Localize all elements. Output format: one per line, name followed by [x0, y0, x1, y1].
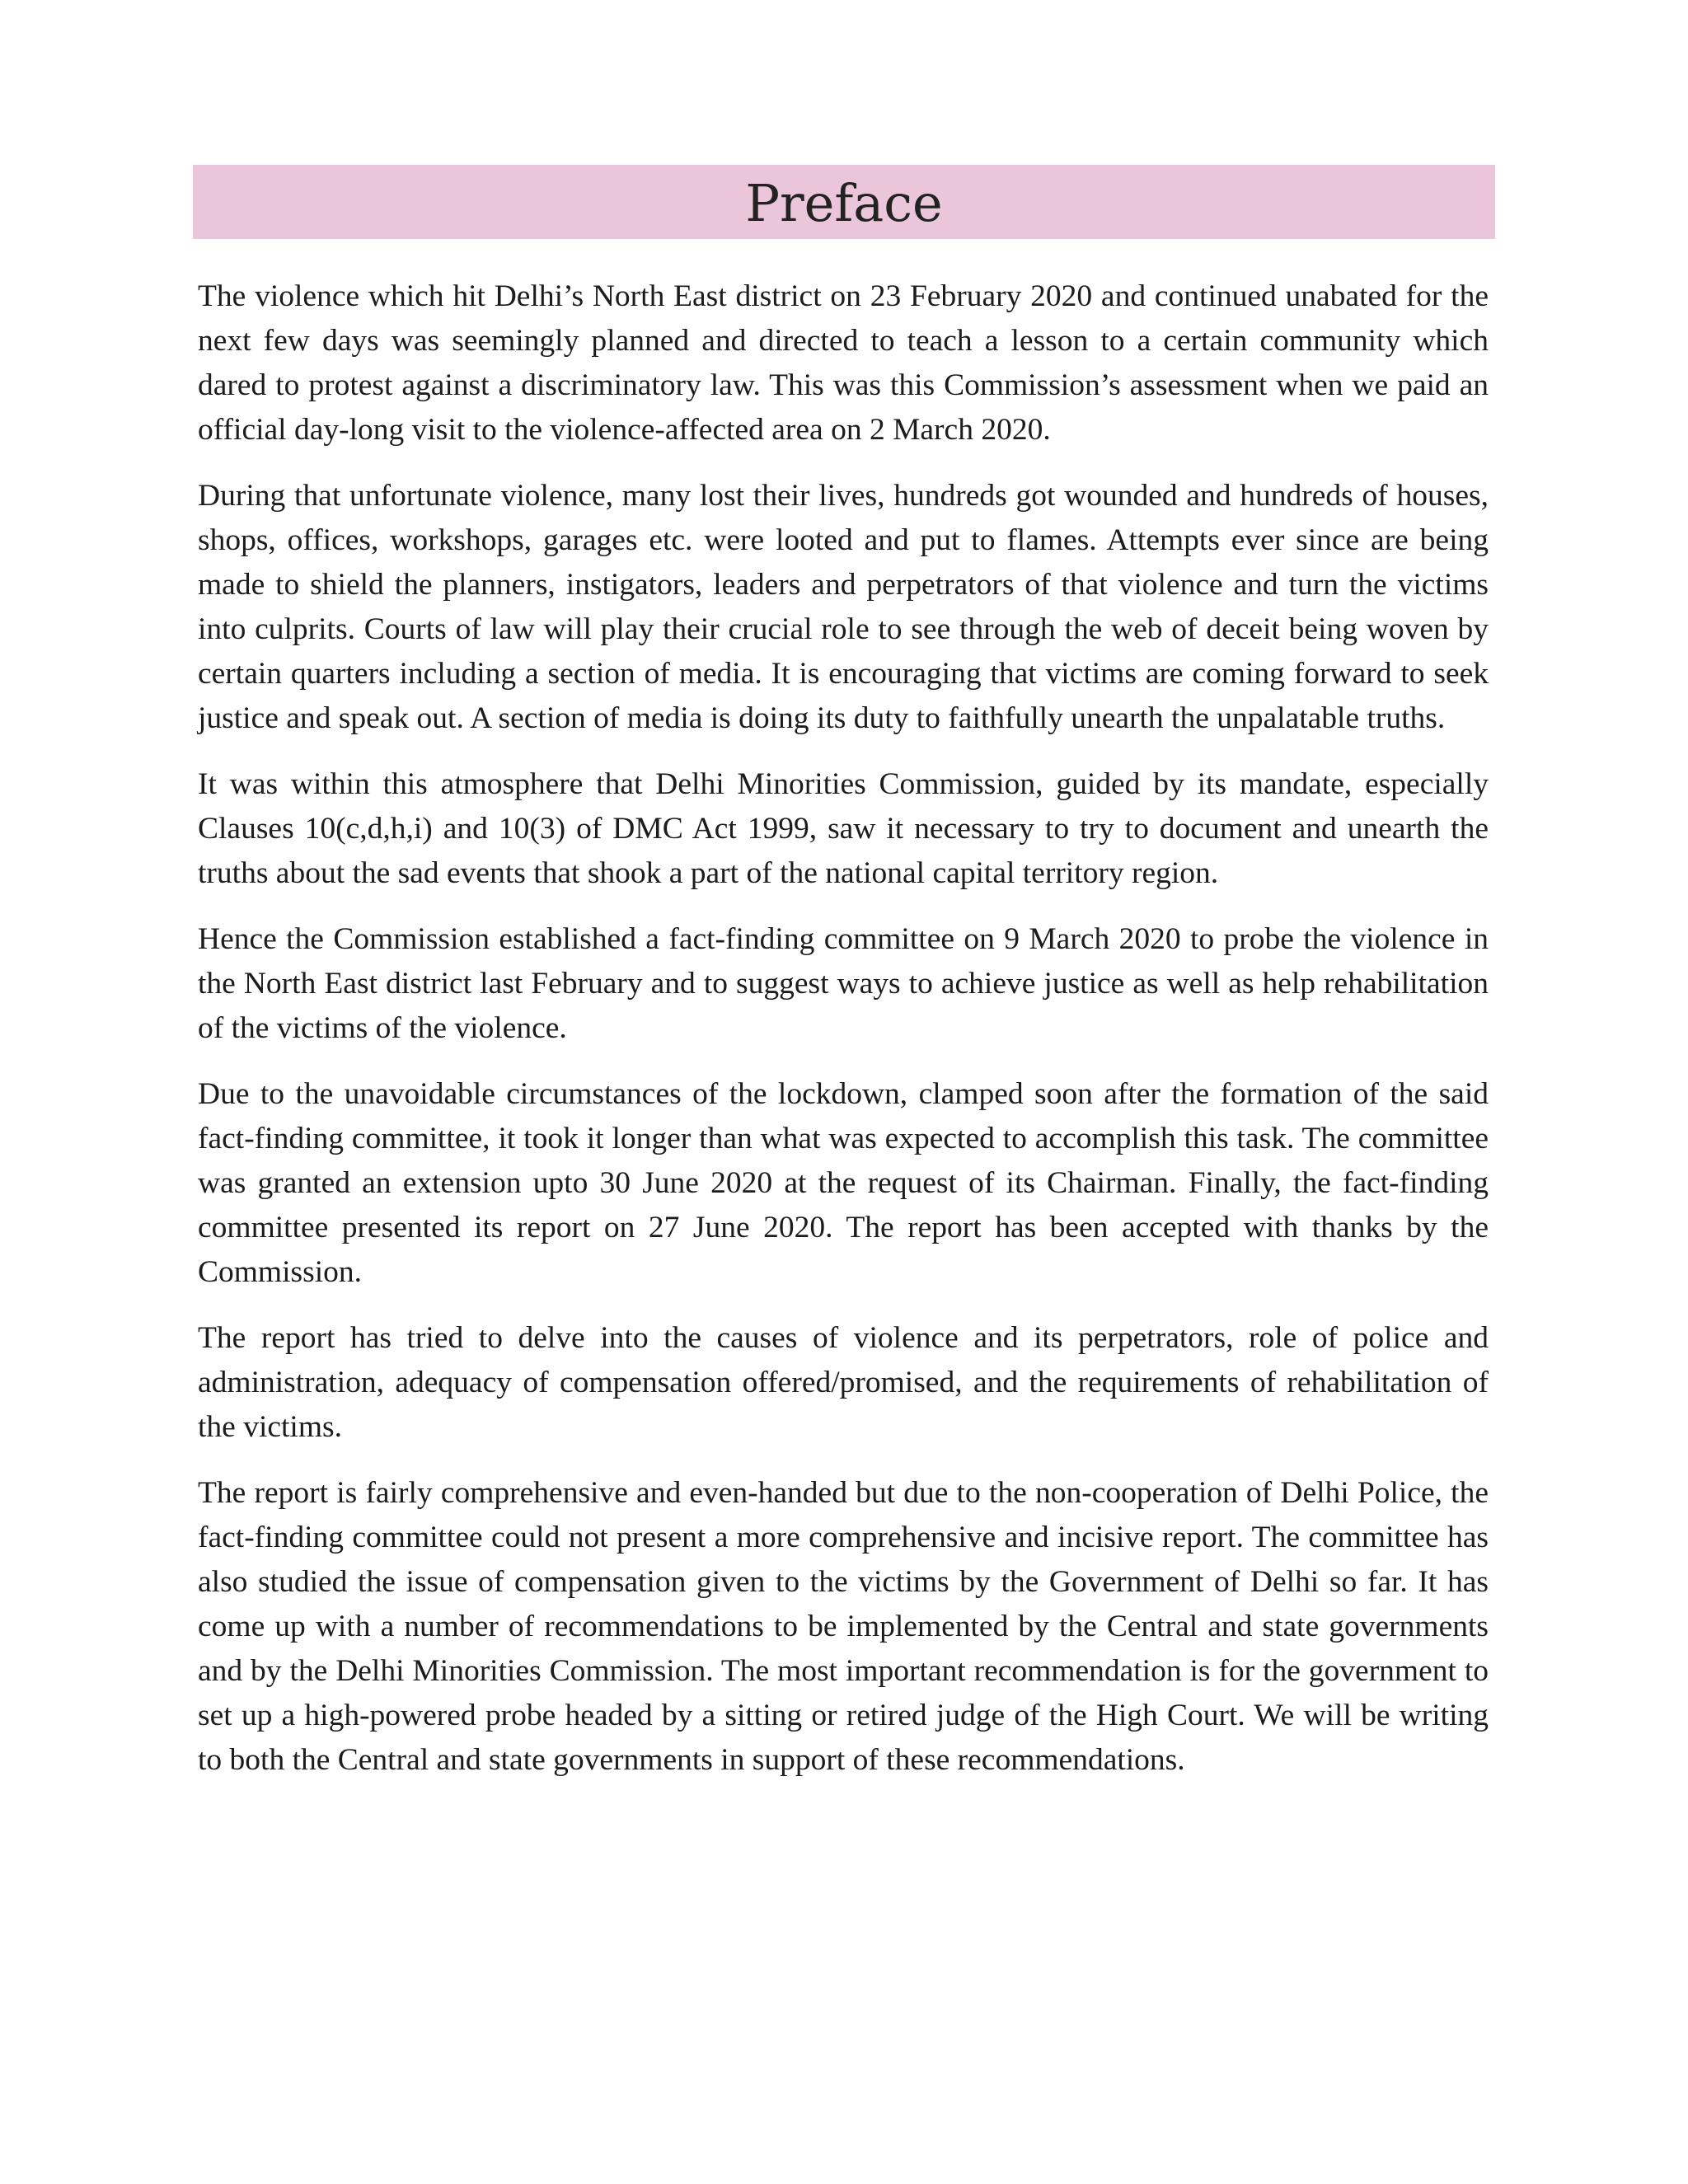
body-text [198, 274, 1489, 1804]
paragraph-4: Hence the Commission established a fact-finding committee on 9 March 2020 to probe the violence in the North East district last February and to suggest ways to achieve justice as well as help rehabilitation of the victims of the violence. [198, 922, 1489, 1045]
page-title: Preface [745, 173, 943, 233]
paragraph-5: Due to the unavoidable circumstances of the lockdown, clamped soon after the formation of the said fact-finding committee, it took it longer than what was expected to accomplish this task. The committee was granted an extension upto 30 June 2020 at the request of its Chairman. Finally, the fact-finding committee presented its report on 27 June 2020. The report has been accepted with thanks by the Commission. [198, 1077, 1489, 1289]
paragraph-6: The report has tried to delve into the causes of violence and its perpetrators, role of police and administration, adequacy of compensation offered/promised, and the requirements of rehabilitation of the victims. [198, 1321, 1489, 1444]
paragraph-7: The report is fairly comprehensive and even-handed but due to the non-cooperation of Delhi Police, the fact-finding committee could not present a more comprehensive and incisive report. The committee has also studied the issue of compensation given to the victims by the Government of Delhi so far. It has come up with a number of recommendations to be implemented by the Central and state governments and by the Delhi Minorities Commission. The most important recommendation is for the government to set up a high-powered probe headed by a sitting or retired judge of the High Court. We will be writing to both the Central and state governments in support of these recommendations. [198, 1476, 1489, 1777]
paragraph-3: It was within this atmosphere that Delhi Minorities Commission, guided by its mandate, especially Clauses 10(c,d,h,i) and 10(3) of DMC Act 1999, saw it necessary to try to document and unearth the truths about the sad events that shook a part of the national capital territory region. [198, 767, 1489, 890]
title-banner [193, 165, 1495, 239]
paragraph-1: The violence which hit Delhi’s North East district on 23 February 2020 and continued unabated for the next few days was seemingly planned and directed to teach a lesson to a certain community which dared to protest against a discriminatory law. This was this Commission’s assessment when we paid an official day-long visit to the violence-affected area on 2 March 2020. [198, 279, 1489, 447]
paragraph-2: During that unfortunate violence, many lost their lives, hundreds got wounded and hundreds of houses, shops, offices, workshops, garages etc. were looted and put to flames. Attempts ever since are being made to shield the planners, instigators, leaders and perpetrators of that violence and turn the victims into culprits. Courts of law will play their crucial role to see through the web of deceit being woven by certain quarters including a section of media. It is encouraging that victims are coming forward to seek justice and speak out. A section of media is doing its duty to faithfully unearth the unpalatable truths. [198, 479, 1489, 735]
